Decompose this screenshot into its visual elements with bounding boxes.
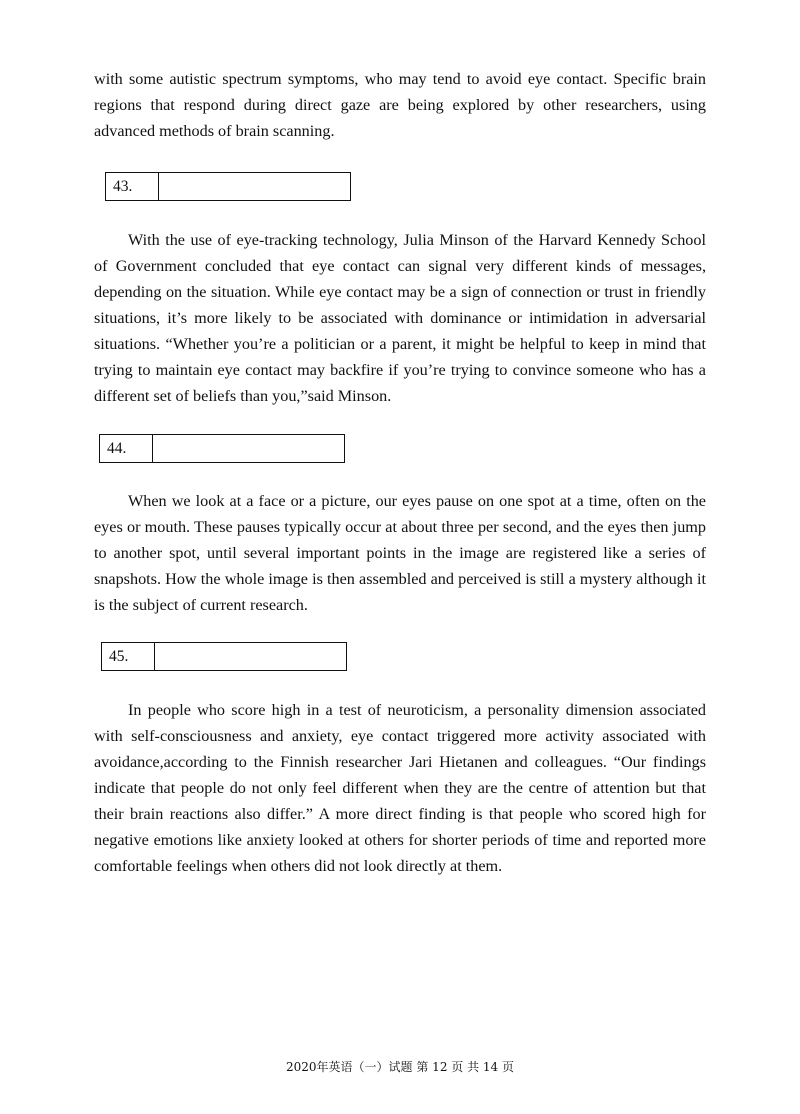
answer-number: 43. bbox=[106, 173, 159, 200]
answer-box-44[interactable] bbox=[99, 434, 345, 463]
answer-number: 45. bbox=[102, 643, 155, 670]
paragraph-neuroticism: In people who score high in a test of neuroticism, a personality dimension associated with self-consciousness and anxiety, eye contact triggered more activity associated with avoidance,according to the Finnish researcher Jari Hietanen and colleagues. “Our findings indicate that people do not only feel different when they are the centre of attention but that their brain reactions also differ.” A more direct finding is that people who scored high for negative emotions like anxiety looked at others for shorter periods of time and reported more comfortable feelings when others did not look directly at them. bbox=[94, 701, 706, 875]
answer-blank-field[interactable] bbox=[159, 173, 350, 200]
answer-box-43[interactable] bbox=[105, 172, 351, 201]
page-footer: 2020年英语（一）试题 第 12 页 共 14 页 bbox=[286, 1060, 514, 1074]
paragraph-eye-tracking: With the use of eye-tracking technology, Julia Minson of the Harvard Kennedy School of Government concluded that eye contact can signal very different kinds of messages, depending on the situation. While eye contact may be a sign of connection or trust in friendly situations, it’s more likely to be associated with dominance or intimidation in adversarial situations. “Whether you’re a politician or a parent, it might be helpful to keep in mind that trying to maintain eye contact may backfire if you’re trying to convince someone who has a different set of beliefs than you,”said Minson. bbox=[94, 231, 706, 405]
answer-blank-field[interactable] bbox=[153, 435, 344, 462]
answer-blank-field[interactable] bbox=[155, 643, 346, 670]
answer-number: 44. bbox=[100, 435, 153, 462]
paragraph-face-picture: When we look at a face or a picture, our eyes pause on one spot at a time, often on the eyes or mouth. These pauses typically occur at about three per second, and the eyes then jump to another spot, until several important points in the image are registered like a series of snapshots. How the whole image is then assembled and perceived is still a mystery although it is the subject of current research. bbox=[94, 492, 706, 614]
paragraph-continuation: with some autistic spectrum symptoms, who may tend to avoid eye contact. Specific brain regions that respond during direct gaze are being explored by other researchers, using advanced methods of brain scanning. bbox=[94, 70, 706, 140]
answer-box-45[interactable] bbox=[101, 642, 347, 671]
